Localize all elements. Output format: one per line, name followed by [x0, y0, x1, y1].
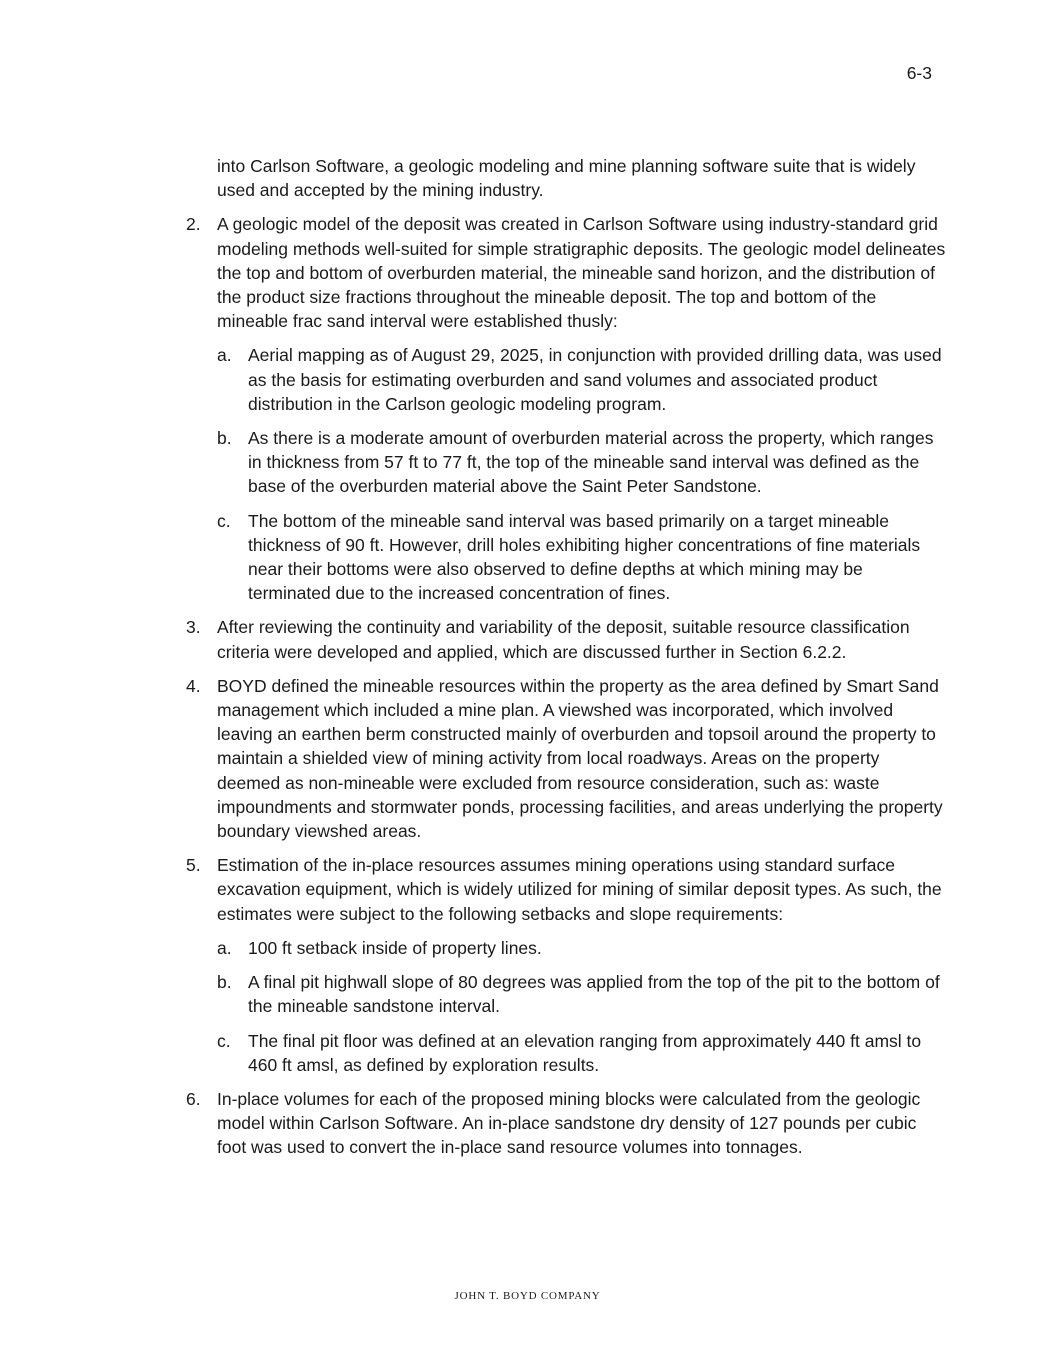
sub-list-item-letter: b. [217, 428, 232, 449]
list-item [186, 212, 946, 605]
sub-list-item [217, 1029, 946, 1077]
sub-list-item-letter: a. [217, 345, 232, 366]
list-item [186, 1087, 946, 1160]
list-item-text: Estimation of the in-place resources assumes mining operations using standard surface excavation equipment, which is widely utilized for mining of similar deposit types. As such, the estimates were subject to the following setbacks and slope requirements: [217, 855, 942, 924]
list-item-number: 2. [186, 214, 201, 235]
sub-list-item [217, 936, 946, 960]
sub-list-item-text: As there is a moderate amount of overburden material across the property, which ranges in thickness from 57 ft to 77 ft, the top of the mineable sand interval was defined as the base of the overburden material above the Saint Peter Sandstone. [248, 428, 934, 497]
sub-list-item [217, 426, 946, 499]
list-item [186, 674, 946, 843]
document-body [186, 154, 946, 1170]
sub-list-item-text: 100 ft setback inside of property lines. [248, 937, 542, 958]
sub-list-item-letter: c. [217, 1030, 231, 1051]
list-item-number: 6. [186, 1088, 201, 1109]
list-item-text: After reviewing the continuity and variability of the deposit, suitable resource classification criteria were developed and applied, which are discussed further in Section 6.2.2. [217, 617, 910, 662]
sub-list-item-text: Aerial mapping as of August 29, 2025, in conjunction with provided drilling data, was used as the basis for estimating overburden and sand volumes and associated product distribution in the Carlson geologic modeling program. [248, 345, 942, 414]
sub-list-item [217, 343, 946, 416]
list-item [186, 853, 946, 1077]
sub-list-item-text: The final pit floor was defined at an elevation ranging from approximately 440 ft amsl to 460 ft amsl, as defined by exploration results. [248, 1030, 922, 1075]
sub-list-item [217, 509, 946, 606]
sub-list-item [217, 970, 946, 1018]
list-item-number: 5. [186, 855, 201, 876]
list-item-text: In-place volumes for each of the proposed mining blocks were calculated from the geologic model within Carlson Software. An in-place sandstone dry density of 127 pounds per cubic foot was used to convert the in-place sand resource volumes into tonnages. [217, 1088, 921, 1158]
footer-company-name: JOHN T. BOYD COMPANY [454, 1290, 601, 1302]
list-item-text: A geologic model of the deposit was created in Carlson Software using industry-standard grid modeling methods well-suited for simple stratigraphic deposits. The geologic model delineates the top and bottom of overburden material, the mineable sand horizon, and the distribution of the product size fractions throughout the mineable deposit. The top and bottom of the mineable frac sand interval were established thusly: [217, 214, 946, 332]
sub-list-item-letter: c. [217, 510, 231, 531]
sub-list-item-text: A final pit highwall slope of 80 degrees was applied from the top of the pit to the bottom of the mineable sandstone interval. [248, 972, 940, 1017]
list-item-number: 4. [186, 675, 201, 696]
list-item [186, 615, 946, 663]
sub-list-item-text: The bottom of the mineable sand interval was based primarily on a target mineable thickness of 90 ft. However, drill holes exhibiting higher concentrations of fine materials near their bottoms were also observed to define depths at which mining may be terminated due to the increased concentration of fines. [248, 510, 921, 604]
list-item-number: 3. [186, 617, 201, 638]
list-item-text: BOYD defined the mineable resources within the property as the area defined by Smart Sand management which included a mine plan. A viewshed was incorporated, which involved leaving an earthen berm constructed mainly of overburden and topsoil around the property to maintain a shielded view of mining activity from local roadways. Areas on the property deemed as non-mineable were excluded from resource consideration, such as: waste impoundments and stormwater ponds, processing facilities, and areas underlying the property boundary viewshed areas. [217, 675, 943, 842]
sub-list-item-letter: a. [217, 937, 232, 958]
page-number: 6-3 [906, 63, 932, 83]
sub-list-item-letter: b. [217, 972, 232, 993]
intro-paragraph: into Carlson Software, a geologic modeling and mine planning software suite that is widely used and accepted by the mining industry. [217, 156, 916, 201]
